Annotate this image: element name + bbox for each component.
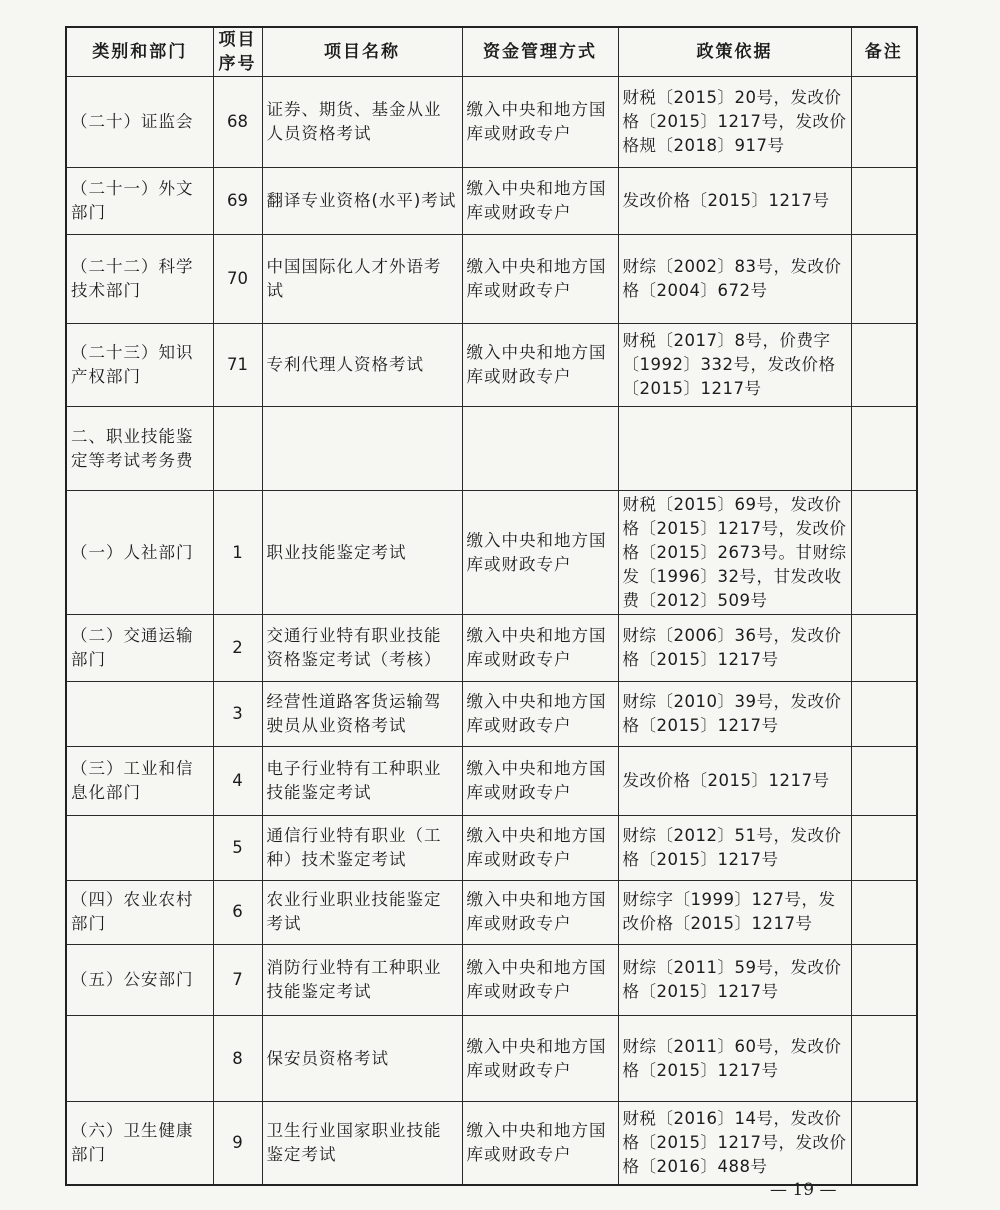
cell-name: 经营性道路客货运输驾驶员从业资格考试 bbox=[262, 682, 462, 746]
cell-seq: 1 bbox=[213, 491, 262, 615]
table-row bbox=[66, 816, 917, 880]
cell-fund: 缴入中央和地方国库或财政专户 bbox=[462, 880, 618, 944]
cell-policy: 财综〔2006〕36号，发改价格〔2015〕1217号 bbox=[618, 615, 851, 682]
cell-remark bbox=[851, 1016, 917, 1102]
cell-name: 中国国际化人才外语考试 bbox=[262, 234, 462, 324]
table-row bbox=[66, 615, 917, 682]
cell-name: 电子行业特有工种职业技能鉴定考试 bbox=[262, 746, 462, 815]
header-seq: 项目序号 bbox=[213, 27, 262, 77]
cell-category bbox=[66, 1016, 213, 1102]
cell-seq: 68 bbox=[213, 77, 262, 168]
cell-remark bbox=[851, 167, 917, 234]
cell-fund: 缴入中央和地方国库或财政专户 bbox=[462, 1016, 618, 1102]
cell-seq bbox=[213, 406, 262, 490]
cell-name: 消防行业特有工种职业技能鉴定考试 bbox=[262, 945, 462, 1016]
cell-name: 保安员资格考试 bbox=[262, 1016, 462, 1102]
header-fund: 资金管理方式 bbox=[462, 27, 618, 77]
cell-seq: 70 bbox=[213, 234, 262, 324]
cell-remark bbox=[851, 406, 917, 490]
cell-category: （二十）证监会 bbox=[66, 77, 213, 168]
cell-category: 二、职业技能鉴定等考试考务费 bbox=[66, 406, 213, 490]
fee-table bbox=[65, 26, 918, 1186]
cell-remark bbox=[851, 491, 917, 615]
cell-remark bbox=[851, 816, 917, 880]
cell-remark bbox=[851, 234, 917, 324]
cell-seq: 7 bbox=[213, 945, 262, 1016]
cell-fund: 缴入中央和地方国库或财政专户 bbox=[462, 234, 618, 324]
cell-category: （二十二）科学技术部门 bbox=[66, 234, 213, 324]
cell-category: （六）卫生健康部门 bbox=[66, 1101, 213, 1185]
cell-name: 交通行业特有职业技能资格鉴定考试（考核） bbox=[262, 615, 462, 682]
cell-fund: 缴入中央和地方国库或财政专户 bbox=[462, 1101, 618, 1185]
cell-seq: 69 bbox=[213, 167, 262, 234]
cell-remark bbox=[851, 324, 917, 406]
cell-seq: 6 bbox=[213, 880, 262, 944]
cell-fund: 缴入中央和地方国库或财政专户 bbox=[462, 816, 618, 880]
table-row bbox=[66, 491, 917, 615]
cell-remark bbox=[851, 615, 917, 682]
cell-fund: 缴入中央和地方国库或财政专户 bbox=[462, 77, 618, 168]
cell-category: （二十一）外文部门 bbox=[66, 167, 213, 234]
cell-remark bbox=[851, 746, 917, 815]
cell-category: （二）交通运输部门 bbox=[66, 615, 213, 682]
cell-seq: 2 bbox=[213, 615, 262, 682]
cell-category: （一）人社部门 bbox=[66, 491, 213, 615]
cell-name bbox=[262, 406, 462, 490]
cell-seq: 5 bbox=[213, 816, 262, 880]
cell-seq: 3 bbox=[213, 682, 262, 746]
cell-remark bbox=[851, 682, 917, 746]
table-row bbox=[66, 167, 917, 234]
cell-fund: 缴入中央和地方国库或财政专户 bbox=[462, 167, 618, 234]
table-row bbox=[66, 746, 917, 815]
cell-remark bbox=[851, 945, 917, 1016]
header-category: 类别和部门 bbox=[66, 27, 213, 77]
cell-name: 农业行业职业技能鉴定考试 bbox=[262, 880, 462, 944]
header-name: 项目名称 bbox=[262, 27, 462, 77]
cell-name: 卫生行业国家职业技能鉴定考试 bbox=[262, 1101, 462, 1185]
cell-fund: 缴入中央和地方国库或财政专户 bbox=[462, 615, 618, 682]
table-row bbox=[66, 682, 917, 746]
page-number: — 19 — bbox=[770, 1180, 837, 1200]
table-row bbox=[66, 1101, 917, 1185]
cell-policy: 财税〔2015〕20号，发改价格〔2015〕1217号，发改价格规〔2018〕917号 bbox=[618, 77, 851, 168]
cell-policy: 财综〔2002〕83号，发改价格〔2004〕672号 bbox=[618, 234, 851, 324]
cell-name: 职业技能鉴定考试 bbox=[262, 491, 462, 615]
cell-policy: 财综〔2012〕51号，发改价格〔2015〕1217号 bbox=[618, 816, 851, 880]
header-row bbox=[66, 27, 917, 77]
cell-policy: 财综〔2010〕39号，发改价格〔2015〕1217号 bbox=[618, 682, 851, 746]
cell-policy: 财综〔2011〕59号，发改价格〔2015〕1217号 bbox=[618, 945, 851, 1016]
cell-name: 专利代理人资格考试 bbox=[262, 324, 462, 406]
header-policy: 政策依据 bbox=[618, 27, 851, 77]
header-remark: 备注 bbox=[851, 27, 917, 77]
cell-policy: 发改价格〔2015〕1217号 bbox=[618, 167, 851, 234]
cell-name: 通信行业特有职业（工种）技术鉴定考试 bbox=[262, 816, 462, 880]
table-row bbox=[66, 406, 917, 490]
cell-category bbox=[66, 816, 213, 880]
cell-category bbox=[66, 682, 213, 746]
cell-policy: 财税〔2015〕69号，发改价格〔2015〕1217号，发改价格〔2015〕2673号。甘财综发〔1996〕32号，甘发改收费〔2012〕509号 bbox=[618, 491, 851, 615]
cell-policy: 财税〔2017〕8号，价费字〔1992〕332号，发改价格〔2015〕1217号 bbox=[618, 324, 851, 406]
table-row bbox=[66, 77, 917, 168]
table-row bbox=[66, 324, 917, 406]
cell-policy: 财综字〔1999〕127号，发改价格〔2015〕1217号 bbox=[618, 880, 851, 944]
cell-seq: 4 bbox=[213, 746, 262, 815]
cell-fund: 缴入中央和地方国库或财政专户 bbox=[462, 746, 618, 815]
cell-seq: 8 bbox=[213, 1016, 262, 1102]
cell-policy: 财综〔2011〕60号，发改价格〔2015〕1217号 bbox=[618, 1016, 851, 1102]
cell-category: （二十三）知识产权部门 bbox=[66, 324, 213, 406]
cell-fund: 缴入中央和地方国库或财政专户 bbox=[462, 324, 618, 406]
table-row bbox=[66, 945, 917, 1016]
table-row bbox=[66, 880, 917, 944]
cell-fund: 缴入中央和地方国库或财政专户 bbox=[462, 682, 618, 746]
cell-policy bbox=[618, 406, 851, 490]
cell-policy: 发改价格〔2015〕1217号 bbox=[618, 746, 851, 815]
table-row bbox=[66, 234, 917, 324]
cell-policy: 财税〔2016〕14号，发改价格〔2015〕1217号，发改价格〔2016〕488号 bbox=[618, 1101, 851, 1185]
cell-fund bbox=[462, 406, 618, 490]
cell-seq: 9 bbox=[213, 1101, 262, 1185]
cell-remark bbox=[851, 1101, 917, 1185]
cell-remark bbox=[851, 880, 917, 944]
cell-fund: 缴入中央和地方国库或财政专户 bbox=[462, 491, 618, 615]
cell-remark bbox=[851, 77, 917, 168]
cell-name: 证券、期货、基金从业人员资格考试 bbox=[262, 77, 462, 168]
cell-category: （五）公安部门 bbox=[66, 945, 213, 1016]
cell-category: （三）工业和信息化部门 bbox=[66, 746, 213, 815]
cell-category: （四）农业农村部门 bbox=[66, 880, 213, 944]
cell-seq: 71 bbox=[213, 324, 262, 406]
table-row bbox=[66, 1016, 917, 1102]
cell-fund: 缴入中央和地方国库或财政专户 bbox=[462, 945, 618, 1016]
cell-name: 翻译专业资格(水平)考试 bbox=[262, 167, 462, 234]
